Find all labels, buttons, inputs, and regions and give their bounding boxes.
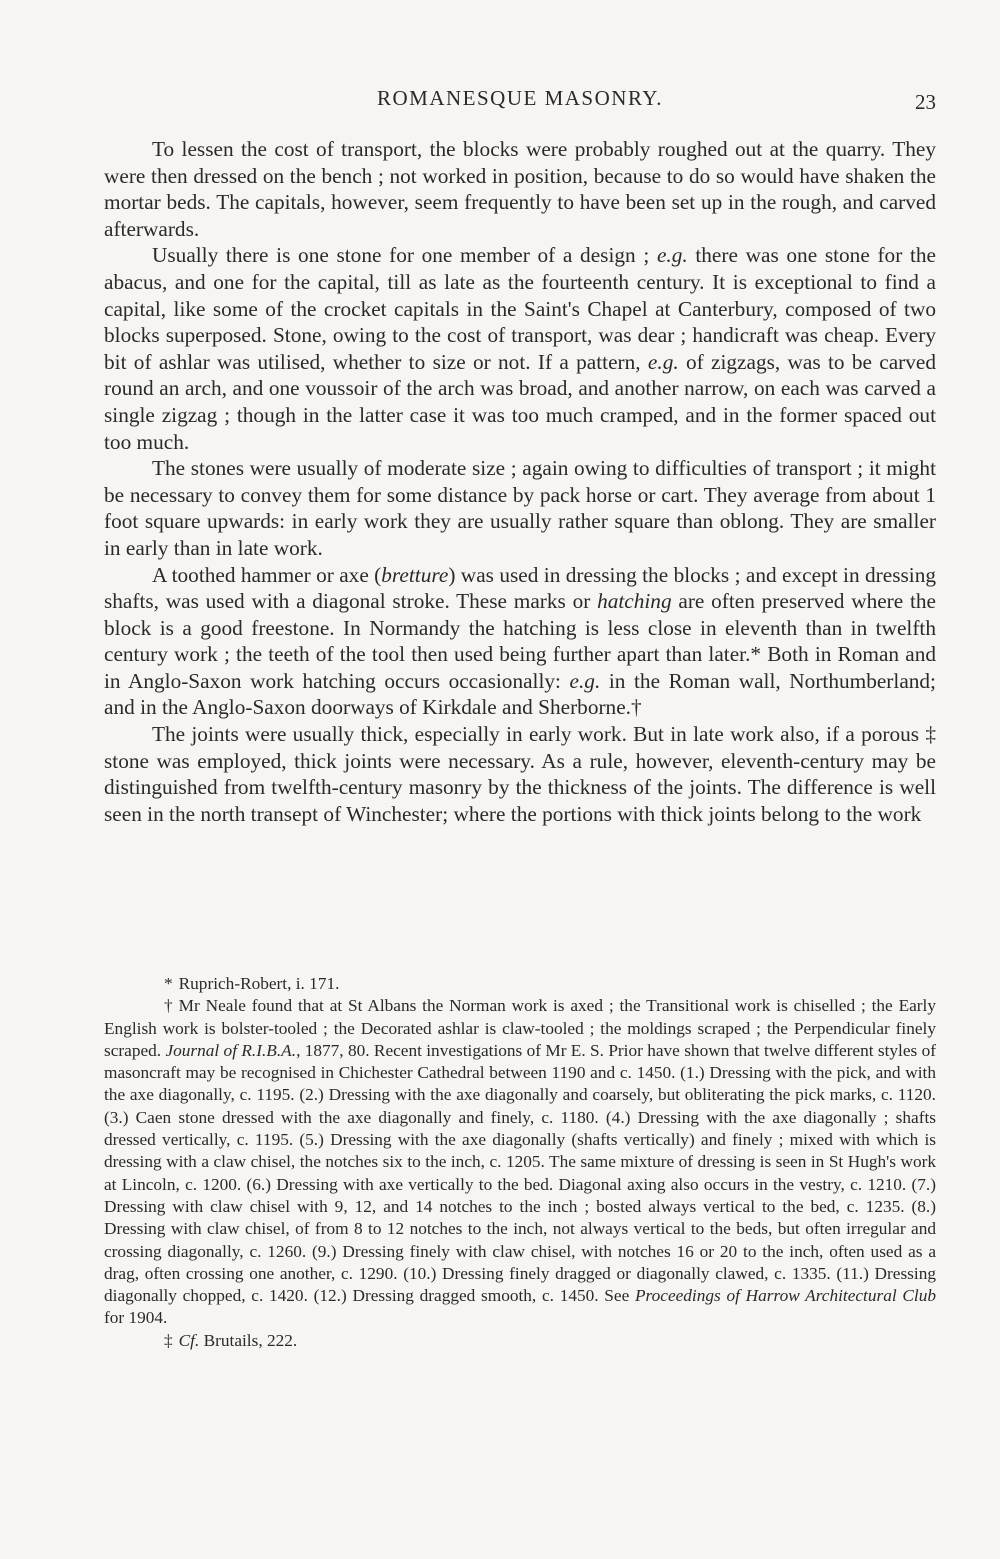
paragraph-joints: The joints were usually thick, especially in early work. But in late work also, if a porous ‡ stone was employed, thick joints were necessary. As a rule, however, eleventh-century may be distinguished from twelfth-century masonry by the thickness of the joints. The difference is well seen in the north transept of Winchester; where the portions with thick joints belong to the work (104, 722, 936, 826)
italic-proceedings: Proceedings of Harrow Architectural Club (635, 1286, 937, 1306)
body-text (104, 136, 936, 827)
footnote-2 (104, 995, 936, 1329)
page-number: 23 (915, 90, 936, 114)
footnote-mark: † (164, 996, 173, 1016)
paragraph-stone-size: The stones were usually of moderate size ; again owing to difficulties of transport ; it might be necessary to convey them for some distance by pack horse or cart. They average from about 1 foot square upwards: in early work they are usually rather square than oblong. They are smaller in early than in late work. (104, 456, 936, 560)
text-run: Usually there is one stone for one member of a design ; (152, 243, 657, 268)
footnote-text: , 1877, 80. Recent investigations of Mr E. S. Prior have shown that twelve different styles of masoncraft may be recognised in Chichester Cathedral between 1190 and c. 1450. (1.) Dressing with the pick, and with the axe diagonally, c. 1195. (2.) Dressing with the axe diagonally and coarsely, but obliterating the pick marks, c. 1120. (3.) Caen stone dressed with the axe diagonally and finely, c. 1180. (4.) Dressing with the axe diagonally ; shafts dressed vertically, c. 1195. (5.) Dressing with the axe diagonally (shafts vertically) and finely ; mixed with which is dressing with a claw chisel, the notches six to the inch, c. 1205. The same mixture of dressing is seen in St Hugh's work at Lincoln, c. 1200. (6.) Dressing with axe vertically to the bed. Diagonal axing also occurs in the vestry, c. 1210. (7.) Dressing with claw chisel with 9, 12, and 14 notches to the inch ; bosted always vertical to the bed, c. 1235. (8.) Dressing with claw chisel, of from 8 to 12 notches to the inch, not always vertical to the beds, but often irregular and crossing diagonally, c. 1260. (9.) Dressing finely with claw chisel, with notches 16 or 20 to the inch, often used as a drag, often crossing one another, c. 1290. (10.) Dressing finely dragged or diagonally clawed, c. 1335. (11.) Dressing diagonally chopped, c. 1420. (12.) Dressing dragged smooth, c. 1450. See (104, 1040, 936, 1306)
text-run: ) was used in dressing the blocks ; and except in dressing shafts, was used with a diagonal stroke. These marks or (104, 562, 936, 614)
footnote-text: Mr Neale found that at St Albans the Norman work is axed ; the Transitional work is chiselled ; the Early English work is bolster-tooled ; the Decorated ashlar is claw-tooled ; the moldings scraped ; the Perpendicular finely scraped. (104, 996, 936, 1060)
footnotes (104, 973, 936, 1352)
footnote-text: Ruprich-Robert, i. 171. (178, 974, 340, 993)
text-run: there was one stone for the abacus, and one for the capital, till as late as the fourteenth century. It is exceptional to find a capital, like some of the crocket capitals in the Saint's Chapel at Canterbury, composed of two blocks superposed. Stone, owing to the cost of transport, was dear ; handicraft was cheap. Every bit of ashlar was utilised, whether to size or not. If a pattern, (104, 243, 936, 374)
italic-journal: Journal of R.I.B.A. (165, 1040, 297, 1060)
footnote-text: for 1904. (104, 1308, 168, 1328)
page-title: ROMANESQUE MASONRY. (377, 86, 663, 110)
footnote-1 (104, 973, 936, 995)
italic-eg: e.g. (569, 668, 601, 693)
paragraph-one-stone (104, 242, 936, 455)
text-run: in the Roman wall, Northumberland; and in the Anglo-Saxon doorways of Kirkdale and Sherborne.† (104, 668, 936, 720)
footnote-3 (104, 1330, 936, 1352)
italic-bretture: bretture (381, 562, 449, 587)
italic-hatching: hatching (597, 589, 672, 614)
italic-eg: e.g. (656, 243, 688, 268)
italic-eg: e.g. (647, 349, 679, 374)
paragraph-hatching (104, 562, 936, 722)
footnote-text: Brutails, 222. (199, 1330, 298, 1350)
text-run: are often preserved where the block is a good freestone. In Normandy the hatching is less close in eleventh than in twelfth century work ; the teeth of the tool then used being further apart than later.* Both in Roman and in Anglo-Saxon work hatching occurs occasionally: (104, 589, 936, 693)
italic-cf: Cf. (178, 1330, 200, 1350)
footnote-mark: ‡ (164, 1330, 173, 1350)
text-run: A toothed hammer or axe ( (152, 562, 382, 587)
paragraph-transport: To lessen the cost of transport, the blocks were probably roughed out at the quarry. They were then dressed on the bench ; not worked in position, because to do so would have shaken the mortar beds. The capitals, however, seem frequently to have been set up in the rough, and carved afterwards. (104, 137, 936, 241)
running-head (104, 86, 936, 116)
text-run: of zigzags, was to be carved round an arch, and one voussoir of the arch was broad, and another narrow, on each was carved a single zigzag ; though in the latter case it was too much cramped, and in the former spaced out too much. (104, 349, 937, 454)
footnote-mark: * (164, 974, 173, 993)
